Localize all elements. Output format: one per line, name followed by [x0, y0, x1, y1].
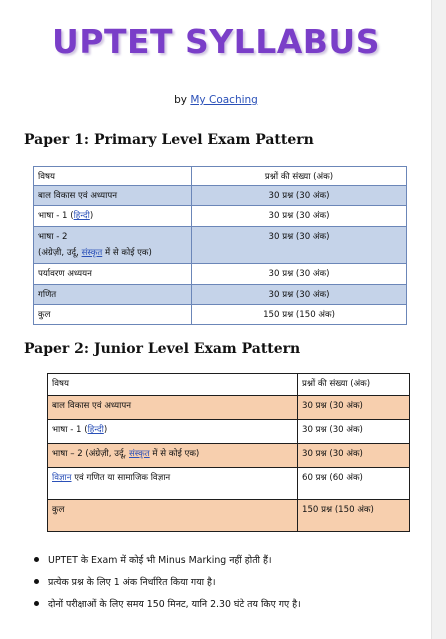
- byline-link[interactable]: My Coaching: [190, 94, 258, 106]
- vigyan-link[interactable]: विज्ञान: [52, 473, 72, 483]
- table-header-row: [48, 374, 410, 396]
- bullet-icon: [34, 557, 39, 562]
- header-subject: विषय: [48, 374, 298, 396]
- count-cell: 150 प्रश्न (150 अंक): [298, 500, 410, 532]
- list-item: [30, 575, 301, 597]
- table-row: [48, 396, 410, 420]
- subject-cell: गणित: [34, 285, 192, 305]
- table-row: [34, 264, 407, 285]
- count-cell: 30 प्रश्न (30 अंक): [192, 264, 407, 285]
- paper2-heading: Paper 2: Junior Level Exam Pattern: [24, 341, 301, 357]
- subject-cell: [48, 444, 298, 468]
- list-item: [30, 553, 301, 575]
- subject-cell: [48, 468, 298, 500]
- count-cell: 30 प्रश्न (30 अंक): [192, 285, 407, 305]
- subject-line: [38, 246, 187, 258]
- sanskrit-link[interactable]: संस्कृत: [81, 248, 103, 258]
- header-count: प्रश्नों की संख्या (अंक): [192, 167, 407, 186]
- table-header-row: [34, 167, 407, 186]
- note-text: UPTET के Exam में कोई भी Minus Marking नहीं होती हैं।: [48, 555, 272, 566]
- subject-text: ): [103, 425, 108, 435]
- note-text: प्रत्येक प्रश्न के लिए 1 अंक निर्धारित किया गया है।: [48, 577, 216, 588]
- hindi-link[interactable]: हिन्दी: [73, 211, 90, 221]
- page-title: UPTET SYLLABUS: [51, 22, 380, 61]
- byline-prefix: by: [174, 94, 188, 106]
- byline: [0, 94, 432, 106]
- subject-text: एवं गणित या सामाजिक विज्ञान: [71, 473, 171, 483]
- bullet-icon: [34, 579, 39, 584]
- header-subject: विषय: [34, 167, 192, 186]
- subject-text: ): [89, 211, 94, 221]
- subject-cell: कुल: [34, 305, 192, 325]
- hindi-link[interactable]: हिन्दी: [87, 425, 104, 435]
- table-row: [34, 186, 407, 206]
- bullet-icon: [34, 601, 39, 606]
- count-cell: 30 प्रश्न (30 अंक): [192, 186, 407, 206]
- table-row: [34, 227, 407, 264]
- subject-cell: कुल: [48, 500, 298, 532]
- subject-cell: [34, 227, 192, 264]
- table-row: [34, 206, 407, 227]
- subject-line: भाषा - 2: [38, 232, 68, 242]
- sanskrit-link[interactable]: संस्कृत: [129, 449, 150, 459]
- paper2-table: [47, 373, 410, 532]
- subject-cell: [48, 420, 298, 444]
- table-row: [48, 420, 410, 444]
- count-cell: 60 प्रश्न (60 अंक): [298, 468, 410, 500]
- notes-list: [30, 553, 301, 619]
- note-text: दोनों परीक्षाओं के लिए समय 150 मिनट, यानि 2.30 घंटे तय किए गए है।: [48, 599, 301, 610]
- page-edge: [431, 0, 446, 639]
- subject-text: में से कोई एक): [102, 248, 152, 258]
- subject-cell: बाल विकास एवं अध्यापन: [34, 186, 192, 206]
- count-cell: 30 प्रश्न (30 अंक): [192, 227, 407, 264]
- count-cell: 30 प्रश्न (30 अंक): [298, 396, 410, 420]
- list-item: [30, 597, 301, 619]
- count-cell: 150 प्रश्न (150 अंक): [192, 305, 407, 325]
- subject-text: भाषा - 1 (: [52, 425, 88, 435]
- subject-cell: [34, 206, 192, 227]
- subject-text: भाषा – 2 (अंग्रेज़ी, उर्दू,: [52, 449, 129, 459]
- count-cell: 30 प्रश्न (30 अंक): [298, 444, 410, 468]
- table-row: [34, 305, 407, 325]
- subject-text: भाषा - 1 (: [38, 211, 74, 221]
- subject-cell: पर्यावरण अध्ययन: [34, 264, 192, 285]
- subject-text: में से कोई एक): [149, 449, 200, 459]
- table-row: [34, 285, 407, 305]
- table-row: [48, 444, 410, 468]
- count-cell: 30 प्रश्न (30 अंक): [298, 420, 410, 444]
- subject-text: (अंग्रेज़ी, उर्दू,: [38, 248, 82, 258]
- table-row: [48, 500, 410, 532]
- header-count: प्रश्नों की संख्या (अंक): [298, 374, 410, 396]
- subject-cell: बाल विकास एवं अध्यापन: [48, 396, 298, 420]
- table-row: [48, 468, 410, 500]
- paper1-table: [33, 166, 407, 325]
- count-cell: 30 प्रश्न (30 अंक): [192, 206, 407, 227]
- paper1-heading: Paper 1: Primary Level Exam Pattern: [24, 132, 314, 148]
